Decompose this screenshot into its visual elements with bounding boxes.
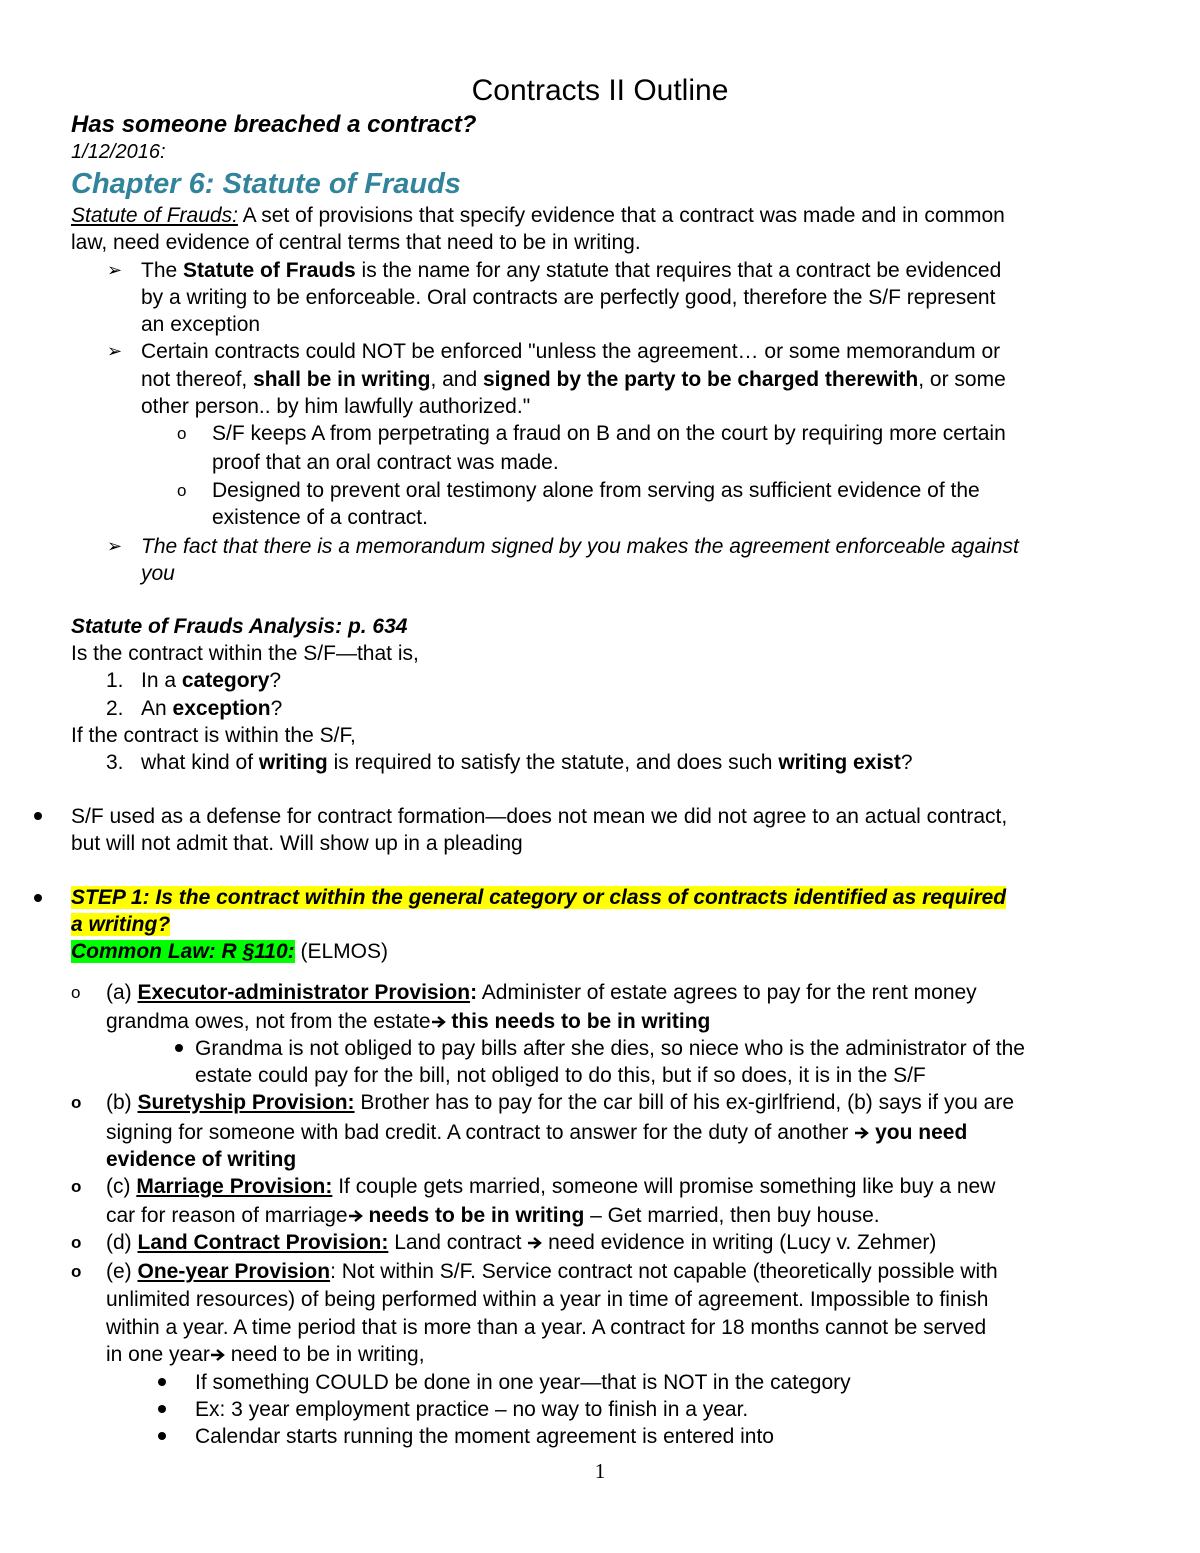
right-arrow-icon [527,1235,542,1251]
provision-a-sub-line-1: Grandma is not obliged to pay bills after she dies, so niece who is the administrator of the [195,1037,1025,1060]
bullet-1-line-1: The Statute of Frauds is the name for any statute that requires that a contract be evidenced [141,259,1002,282]
sf-definition-line-2: law, need evidence of central terms that need to be in writing. [71,231,641,254]
bullet-2-line-3: other person.. by him lawfully authorized." [141,395,531,418]
provision-e-line-1: (e) One-year Provision: Not within S/F. Service contract not capable (theoretically possible with [106,1260,998,1283]
provision-a-line-1: (a) Executor-administrator Provision: Administer of estate agrees to pay for the rent money [106,981,977,1004]
provision-a-line-2: grandma owes, not from the estate this needs to be in writing [106,1010,711,1033]
provision-b-line-2: signing for someone with bad credit. A contract to answer for the duty of another you need [106,1121,968,1144]
bullet-1-line-2: by a writing to be enforceable. Oral contracts are perfectly good, therefore the S/F represent [141,286,996,309]
provision-e-line-2: unlimited resources) of being performed within a year in time of agreement. Impossible to finish [106,1288,989,1311]
bullet-2-sub-1-line-2: proof that an oral contract was made. [212,451,559,474]
circle-bullet-icon: o [71,983,81,1002]
common-law-line: Common Law: R §110: (ELMOS) [71,940,388,963]
right-arrow-icon [431,1014,446,1030]
step-1-heading-line-2: a writing? [71,913,171,936]
bullet-dot-icon [158,1432,166,1440]
provision-a-sub-line-2: estate could pay for the bill, not obliged to do this, but if so does, it is in the S/F [195,1064,926,1087]
chapter-heading: Chapter 6: Statute of Frauds [71,168,461,200]
bullet-3-line-2: you [141,562,175,585]
provision-e-line-3: within a year. A time period that is more than a year. A contract for 18 months cannot be served [106,1316,987,1339]
bullet-2-sub-2-line-1: Designed to prevent oral testimony alone from serving as sufficient evidence of the [212,479,980,502]
bullet-2-line-2: not thereof, shall be in writing, and signed by the party to be charged therewith, or some [141,368,1006,391]
date-line: 1/12/2016: [71,141,166,163]
defense-line-1: S/F used as a defense for contract formation—does not mean we did not agree to an actual contract, [71,805,1008,828]
provision-b-line-1: (b) Suretyship Provision: Brother has to pay for the car bill of his ex-girlfriend, (b) says if you are [106,1091,1014,1114]
circle-bullet-icon: o [71,1177,82,1196]
document-title: Contracts II Outline [471,74,729,107]
list-number: 2. [106,697,124,720]
circle-bullet-icon: o [71,1093,82,1112]
list-number: 1. [106,669,124,692]
provision-e-sub-2: Ex: 3 year employment practice – no way to finish in a year. [195,1398,749,1421]
bullet-2-line-1: Certain contracts could NOT be enforced "unless the agreement… or some memorandum or [141,340,1001,363]
circle-bullet-icon: o [71,1233,82,1252]
list-number: 3. [106,751,124,774]
page-number: 1 [594,1459,606,1483]
analysis-item-1: In a category? [141,669,282,692]
analysis-item-2: An exception? [141,697,283,720]
arrowhead-bullet-icon: ➢ [107,536,123,556]
bullet-dot-icon [34,894,42,902]
analysis-intro: Is the contract within the S/F—that is, [71,642,419,665]
arrowhead-bullet-icon: ➢ [107,341,123,361]
bullet-dot-icon [158,1405,166,1413]
bullet-1-line-3: an exception [141,313,261,336]
provision-d-line-1: (d) Land Contract Provision: Land contract need evidence in writing (Lucy v. Zehmer) [106,1231,937,1254]
right-arrow-icon [210,1347,225,1363]
arrowhead-bullet-icon: ➢ [107,260,123,280]
provision-e-line-4: in one year need to be in writing, [106,1343,425,1366]
analysis-middle: If the contract is within the S/F, [71,724,356,747]
sf-definition-line-1: Statute of Frauds: A set of provisions that specify evidence that a contract was made and in common [71,204,1005,227]
step-1-heading-line-1: STEP 1: Is the contract within the general category or class of contracts identified as required [71,886,1007,909]
right-arrow-icon [854,1125,869,1141]
provision-e-sub-1: If something COULD be done in one year—that is NOT in the category [195,1371,851,1394]
defense-line-2: but will not admit that. Will show up in a pleading [71,832,523,855]
provision-e-sub-3: Calendar starts running the moment agreement is entered into [195,1425,774,1448]
subtitle: Has someone breached a contract? [71,111,477,138]
bullet-dot-icon [34,812,42,820]
analysis-heading: Statute of Frauds Analysis: p. 634 [71,615,408,638]
circle-bullet-icon: o [71,1262,82,1281]
right-arrow-icon [348,1208,363,1224]
analysis-item-3: what kind of writing is required to satisfy the statute, and does such writing exist? [141,751,913,774]
provision-c-line-2: car for reason of marriage needs to be in writing – Get married, then buy house. [106,1204,880,1227]
common-law-label: Common Law: R §110: [71,940,295,963]
provision-b-line-3: evidence of writing [106,1148,297,1171]
circle-bullet-icon: o [177,424,187,443]
bullet-dot-icon [175,1044,183,1052]
bullet-3-line-1: The fact that there is a memorandum signed by you makes the agreement enforceable against [141,535,1019,558]
circle-bullet-icon: o [177,481,187,500]
bullet-2-sub-1-line-1: S/F keeps A from perpetrating a fraud on B and on the court by requiring more certain [212,422,1006,445]
provision-c-line-1: (c) Marriage Provision: If couple gets married, someone will promise something like buy a new [106,1175,996,1198]
sf-term: Statute of Frauds: [71,204,238,227]
bullet-2-sub-2-line-2: existence of a contract. [212,506,428,529]
bullet-dot-icon [158,1378,166,1386]
